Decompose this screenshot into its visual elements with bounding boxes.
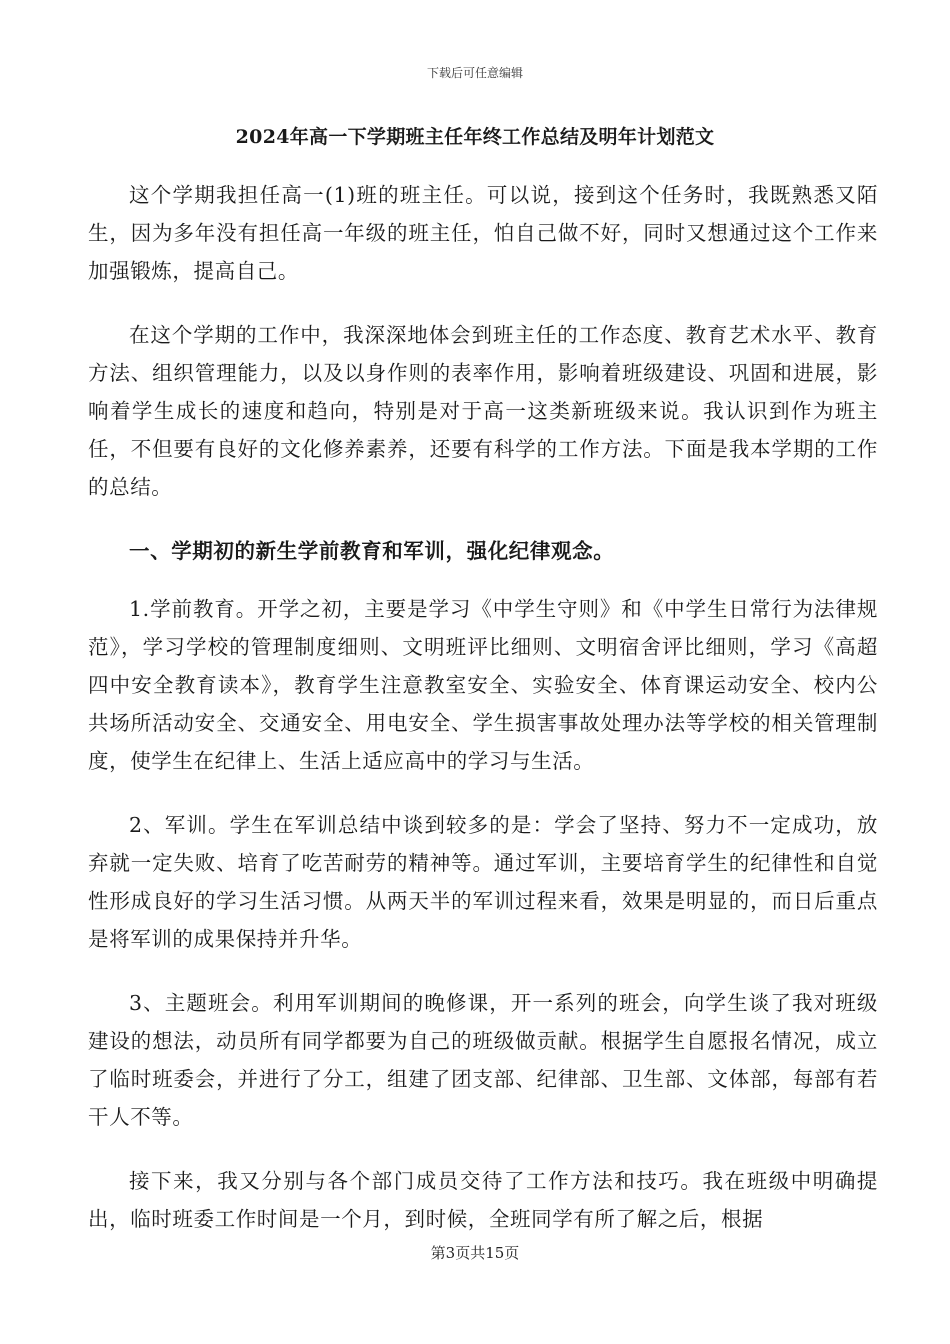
page-number-footer: 第3页共15页 [430, 1244, 520, 1262]
paragraph-reflection: 在这个学期的工作中，我深深地体会到班主任的工作态度、教育艺术水平、教育方法、组织管理能力，以及以身作则的表率作用，影响着班级建设、巩固和进展，影响着学生成长的速度和趋向，特别是对于高一这类新班级来说。我认识到作为班主任，不但要有良好的文化修养素养，还要有科学的工作方法。下面是我本学期的工作的总结。 [88, 323, 878, 499]
paragraph-class-meeting: 3、主题班会。利用军训期间的晚修课，开一系列的班会，向学生谈了我对班级建设的想法，动员所有同学都要为自己的班级做贡献。根据学生自愿报名情况，成立了临时班委会，并进行了分工，组建了团支部、纪律部、卫生部、文体部，每部有若干人不等。 [88, 991, 878, 1129]
header-note: 下载后可任意编辑 [426, 66, 523, 80]
paragraph-military-training: 2、军训。学生在军训总结中谈到较多的是：学会了坚持、努力不一定成功，放弃就一定失败、培育了吃苦耐劳的精神等。通过军训，主要培育学生的纪律性和自觉性形成良好的学习生活习惯。从两天半的军训过程来看，效果是明显的，而日后重点是将军训的成果保持并升华。 [88, 813, 878, 951]
paragraph-intro: 这个学期我担任高一(1)班的班主任。可以说，接到这个任务时，我既熟悉又陌生，因为多年没有担任高一年级的班主任，怕自己做不好，同时又想通过这个工作来加强锻炼，提高自己。 [88, 183, 878, 283]
section-heading-1: 一、学期初的新生学前教育和军训，强化纪律观念。 [129, 539, 615, 563]
paragraph-pre-school-education: 1.学前教育。开学之初，主要是学习《中学生守则》和《中学生日常行为法律规范》，学习学校的管理制度细则、文明班评比细则、文明宿舍评比细则，学习《高超四中安全教育读本》，教育学生注意教室安全、实验安全、体育课运动安全、校内公共场所活动安全、交通安全、用电安全、学生损害事故处理办法等学校的相关管理制度，使学生在纪律上、生活上适应高中的学习与生活。 [88, 597, 878, 773]
paragraph-next-steps: 接下来，我又分别与各个部门成员交待了工作方法和技巧。我在班级中明确提出，临时班委工作时间是一个月，到时候，全班同学有所了解之后，根据 [88, 1169, 878, 1231]
document-title: 2024年高一下学期班主任年终工作总结及明年计划范文 [235, 126, 715, 148]
document-body [88, 176, 878, 1264]
